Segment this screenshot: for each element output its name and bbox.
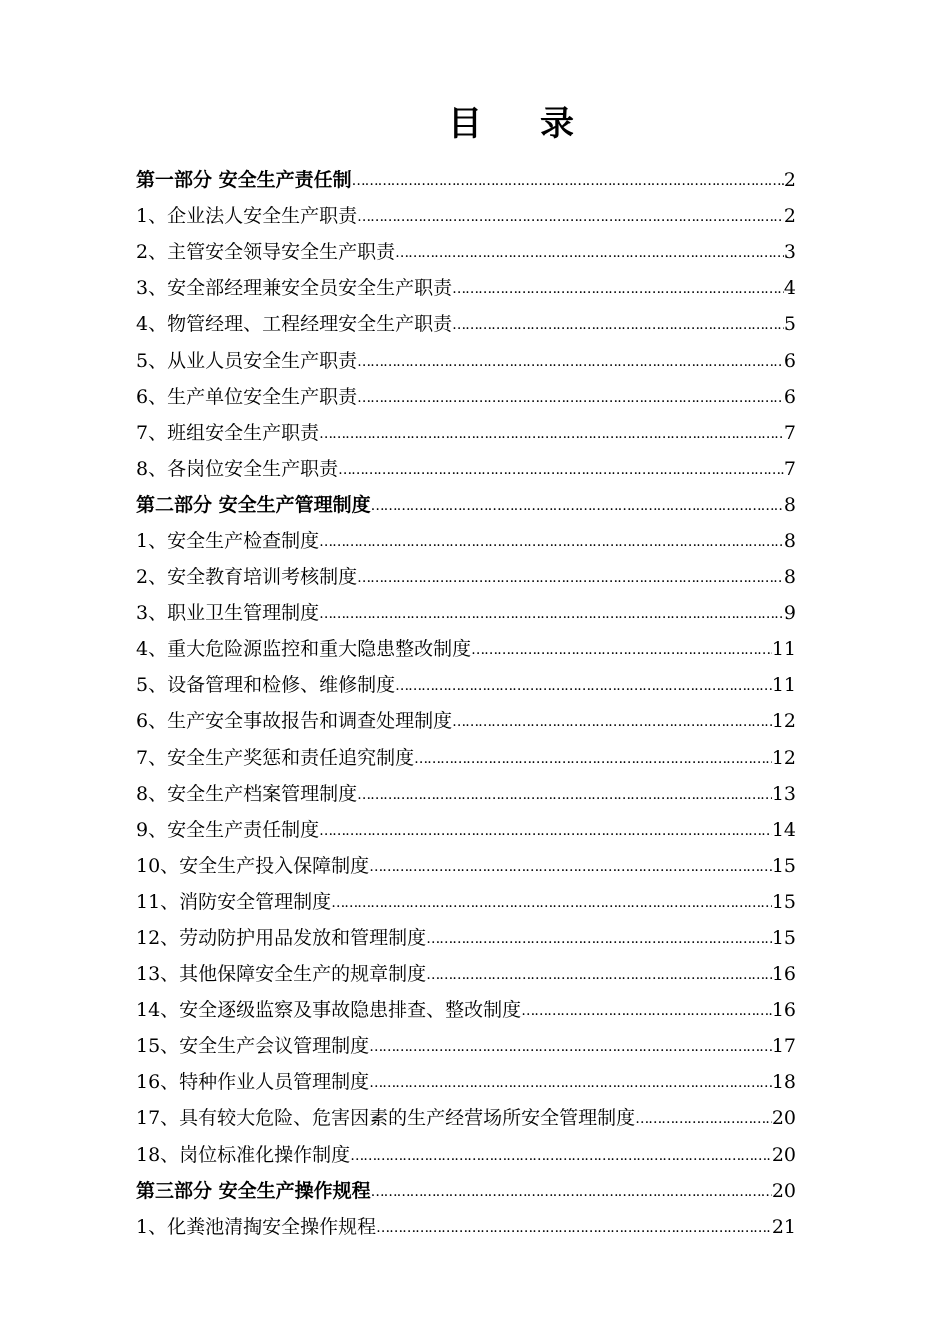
toc-page-number: 8 [783,493,796,516]
toc-entry[interactable] [136,342,796,378]
toc-dot-leader [635,1100,772,1136]
toc-page-number: 13 [771,782,796,805]
toc-page-number: 2 [783,169,796,192]
toc-entry-label: 1、化粪池清掏安全操作规程 [136,1215,377,1238]
toc-entry-label: 3、职业卫生管理制度 [136,602,320,625]
toc-entry-label: 6、生产安全事故报告和调查处理制度 [136,710,453,733]
toc-page-number: 14 [771,818,796,841]
toc-dot-leader [319,523,784,559]
toc-dot-leader [521,992,772,1028]
toc-dot-leader [319,415,784,451]
toc-entry[interactable] [136,1064,796,1100]
toc-page-number: 20 [771,1179,796,1202]
toc-entry[interactable] [136,740,796,776]
toc-page-number: 7 [783,421,796,444]
toc-page-number: 12 [771,746,796,769]
toc-part-heading[interactable] [136,487,796,523]
toc-part-heading[interactable] [136,1173,796,1209]
toc-entry[interactable] [136,884,796,920]
toc-dot-leader [371,487,784,523]
toc-entry[interactable] [136,559,796,595]
toc-entry[interactable] [136,1100,796,1136]
toc-page-number: 3 [783,241,796,264]
toc-page-number: 7 [783,457,796,480]
toc-entry-label: 5、从业人员安全生产职责 [136,349,358,372]
toc-dot-leader [452,306,784,342]
toc-dot-leader [395,667,772,703]
toc-entry[interactable] [136,234,796,270]
toc-page-number: 21 [771,1215,796,1238]
toc-page-number: 2 [783,205,796,228]
toc-entry-label: 2、安全教育培训考核制度 [136,566,358,589]
toc-page-number: 12 [771,710,796,733]
toc-entry-label: 6、生产单位安全生产职责 [136,385,358,408]
toc-entry-label: 1、安全生产检查制度 [136,529,320,552]
toc-entry[interactable] [136,523,796,559]
toc-entry-label: 7、班组安全生产职责 [136,421,320,444]
page-title [0,100,950,148]
toc-page-number: 5 [783,313,796,336]
toc-entry-label: 14、安全逐级监察及事故隐患排查、整改制度 [136,999,522,1022]
toc-entry[interactable] [136,1137,796,1173]
toc-page-number: 8 [783,566,796,589]
toc-page-number: 20 [771,1143,796,1166]
toc-entry-label: 9、安全生产责任制度 [136,818,320,841]
toc-entry-label: 10、安全生产投入保障制度 [136,854,370,877]
toc-entry-label: 11、消防安全管理制度 [136,890,332,913]
toc-entry-label: 1、企业法人安全生产职责 [136,205,358,228]
toc-entry-label: 3、安全部经理兼安全员安全生产职责 [136,277,453,300]
toc-dot-leader [338,451,784,487]
table-of-contents [136,162,796,1245]
toc-part-heading[interactable] [136,162,796,198]
toc-entry[interactable] [136,667,796,703]
toc-entry[interactable] [136,1028,796,1064]
toc-dot-leader [357,379,784,415]
toc-entry-label: 7、安全生产奖惩和责任追究制度 [136,746,415,769]
toc-dot-leader [371,1173,772,1209]
toc-entry[interactable] [136,198,796,234]
toc-dot-leader [376,1209,772,1245]
toc-dot-leader [331,884,772,920]
toc-entry[interactable] [136,631,796,667]
toc-entry[interactable] [136,703,796,739]
toc-entry-label: 2、主管安全领导安全生产职责 [136,241,396,264]
toc-dot-leader [369,1028,772,1064]
toc-entry[interactable] [136,992,796,1028]
toc-page-number: 8 [783,529,796,552]
toc-dot-leader [357,198,784,234]
toc-page-number: 4 [783,277,796,300]
toc-page-number: 16 [771,963,796,986]
toc-dot-leader [357,343,784,379]
toc-page-number: 9 [783,602,796,625]
toc-page-number: 17 [771,1035,796,1058]
toc-entry[interactable] [136,270,796,306]
toc-page-number: 15 [771,890,796,913]
toc-dot-leader [452,703,772,739]
title-char-2: 录 [540,104,574,144]
toc-entry[interactable] [136,415,796,451]
toc-dot-leader [426,956,772,992]
toc-entry-label: 5、设备管理和检修、维修制度 [136,674,396,697]
toc-entry[interactable] [136,920,796,956]
toc-page-number: 15 [771,854,796,877]
toc-entry-label: 第一部分 安全生产责任制 [136,169,352,192]
toc-page-number: 16 [771,999,796,1022]
toc-entry-label: 8、安全生产档案管理制度 [136,782,358,805]
title-char-1: 目 [448,104,482,144]
toc-dot-leader [350,1137,772,1173]
toc-entry-label: 18、岗位标准化操作制度 [136,1143,351,1166]
toc-dot-leader [369,848,772,884]
toc-entry[interactable] [136,812,796,848]
toc-page-number: 20 [771,1107,796,1130]
toc-page-number: 18 [771,1071,796,1094]
toc-page-number: 11 [771,674,796,697]
toc-entry-label: 17、具有较大危险、危害因素的生产经营场所安全管理制度 [136,1107,636,1130]
toc-entry[interactable] [136,379,796,415]
toc-page-number: 11 [771,638,796,661]
toc-dot-leader [357,559,784,595]
toc-page-number: 6 [783,349,796,372]
toc-entry[interactable] [136,451,796,487]
toc-entry-label: 15、安全生产会议管理制度 [136,1035,370,1058]
toc-entry-label: 4、重大危险源监控和重大隐患整改制度 [136,638,472,661]
toc-page-number: 15 [771,927,796,950]
toc-entry[interactable] [136,956,796,992]
toc-entry-label: 13、其他保障安全生产的规章制度 [136,963,427,986]
toc-entry-label: 16、特种作业人员管理制度 [136,1071,370,1094]
toc-entry-label: 4、物管经理、工程经理安全生产职责 [136,313,453,336]
toc-entry[interactable] [136,1209,796,1245]
toc-entry-label: 第三部分 安全生产操作规程 [136,1179,371,1202]
toc-entry-label: 12、劳动防护用品发放和管理制度 [136,927,427,950]
toc-dot-leader [395,234,784,270]
toc-entry[interactable] [136,776,796,812]
toc-dot-leader [414,740,772,776]
toc-entry[interactable] [136,306,796,342]
toc-entry-label: 8、各岗位安全生产职责 [136,457,339,480]
toc-dot-leader [319,595,784,631]
toc-page-number: 6 [783,385,796,408]
toc-dot-leader [471,631,772,667]
toc-dot-leader [352,162,784,198]
toc-dot-leader [357,776,772,812]
toc-dot-leader [369,1064,772,1100]
toc-entry-label: 第二部分 安全生产管理制度 [136,493,371,516]
toc-dot-leader [426,920,772,956]
toc-dot-leader [452,270,784,306]
toc-entry[interactable] [136,595,796,631]
toc-dot-leader [319,812,772,848]
toc-entry[interactable] [136,848,796,884]
